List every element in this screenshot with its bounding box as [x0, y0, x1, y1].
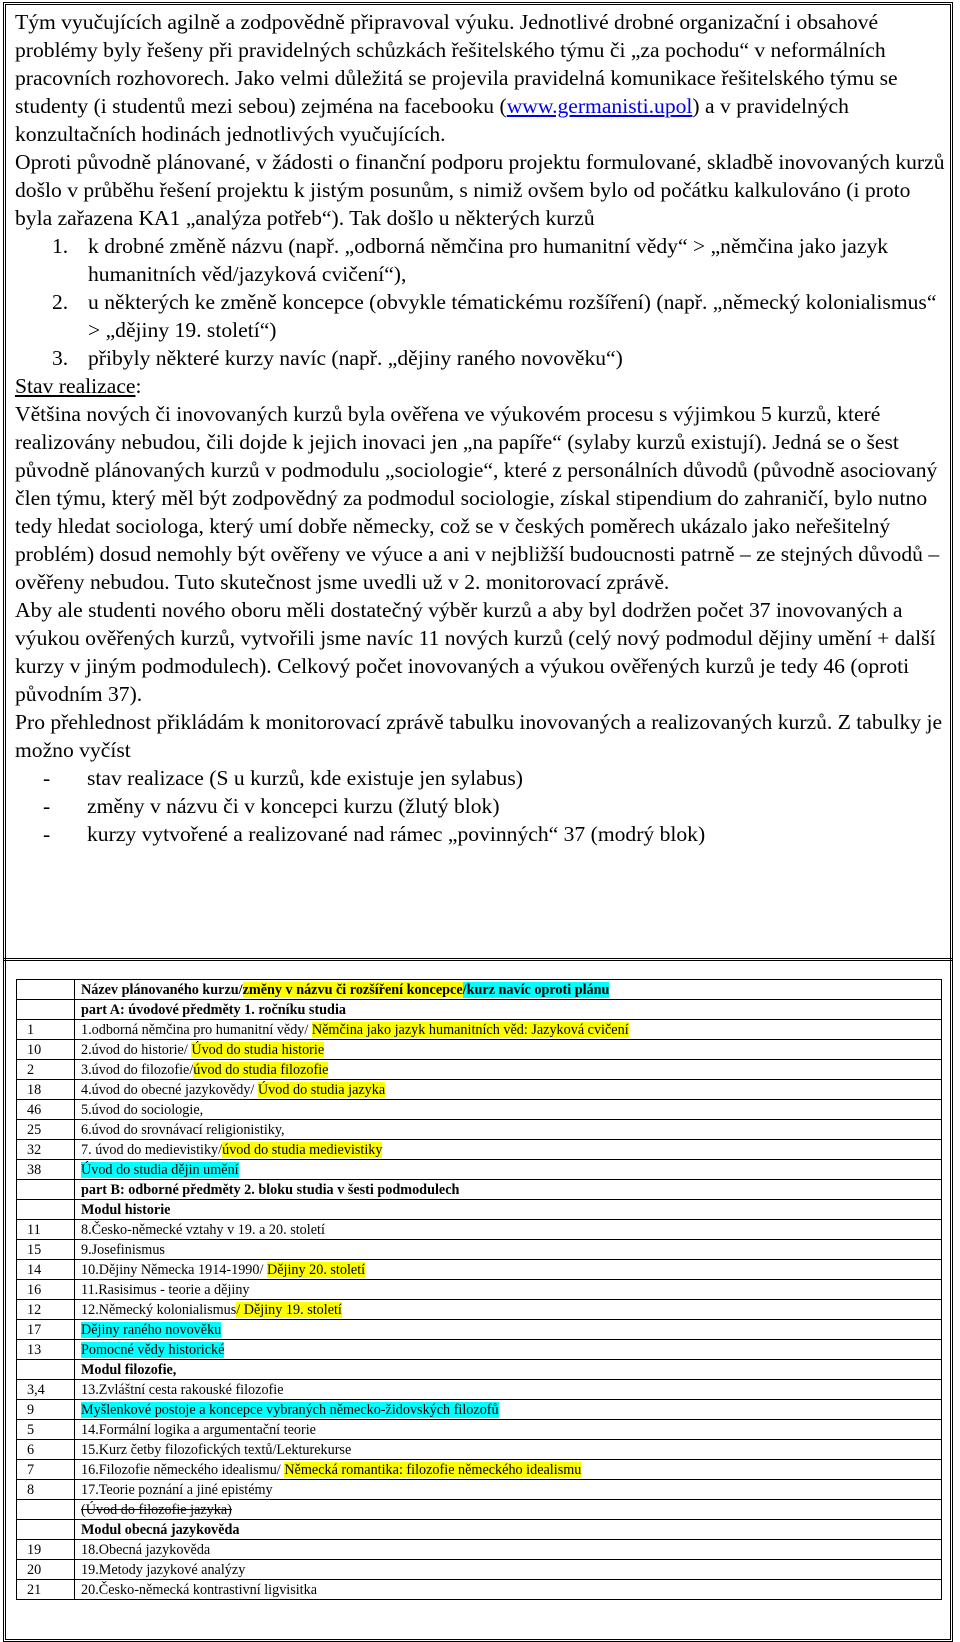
- list-number: 1.: [52, 234, 69, 258]
- table-cell-number: 17: [17, 1320, 75, 1340]
- status-heading: Stav realizace: [15, 374, 136, 398]
- table-cell-course: [75, 1300, 942, 1320]
- table-cell-course: [75, 1460, 942, 1480]
- table-row: [17, 1460, 942, 1480]
- table-row: [17, 1220, 942, 1240]
- table-cell-number: [17, 1500, 75, 1520]
- dash-list: [15, 764, 945, 848]
- table-row: [17, 1180, 942, 1200]
- course-text: Úvod do studia dějin umění: [81, 1162, 239, 1178]
- course-text: úvod do studia filozofie: [193, 1062, 329, 1078]
- table-cell-number: [17, 1360, 75, 1380]
- course-text: 20.Česko-německá kontrastivní ligvisitka: [81, 1582, 318, 1598]
- table-cell-number: 19: [17, 1540, 75, 1560]
- course-text: Úvod do studia jazyka: [257, 1082, 386, 1098]
- numbered-list: [15, 232, 945, 372]
- table-cell-course: [75, 1340, 942, 1360]
- course-text: Modul filozofie,: [81, 1362, 177, 1378]
- table-cell-number: 5: [17, 1420, 75, 1440]
- table-row: [17, 1560, 942, 1580]
- course-text: Pomocné vědy historické: [81, 1342, 225, 1358]
- table-row: [17, 1260, 942, 1280]
- list-text: kurzy vytvořené a realizované nad rámec „povinných“ 37 (modrý blok): [87, 822, 706, 846]
- table-cell-number: 38: [17, 1160, 75, 1180]
- table-row: [17, 1360, 942, 1380]
- course-text: 2.úvod do historie/: [81, 1042, 192, 1058]
- table-cell-number: [17, 1200, 75, 1220]
- course-text: 8.Česko-německé vztahy v 19. a 20. století: [81, 1222, 325, 1238]
- table-cell-number: 25: [17, 1120, 75, 1140]
- table-cell-number: [17, 980, 75, 1000]
- course-text: 19.Metody jazykové analýzy: [81, 1562, 246, 1578]
- course-text: 11.Rasisimus - teorie a dějiny: [81, 1282, 250, 1298]
- table-cell-number: 1: [17, 1020, 75, 1040]
- course-text: Dějiny raného novověku: [81, 1322, 222, 1338]
- table-cell-number: 10: [17, 1040, 75, 1060]
- course-text: Myšlenkové postoje a koncepce vybraných německo-židovských filozofů: [81, 1402, 499, 1418]
- table-cell-number: 6: [17, 1440, 75, 1460]
- header-slash: /: [462, 982, 467, 998]
- course-text: / Dějiny 19. století: [236, 1302, 342, 1318]
- course-text: 5.úvod do sociologie,: [81, 1102, 204, 1118]
- table-cell-course: [75, 1160, 942, 1180]
- course-text: Modul historie: [81, 1202, 171, 1218]
- list-item: [15, 288, 945, 344]
- table-cell-number: 21: [17, 1580, 75, 1600]
- table-cell-course: [75, 1020, 942, 1040]
- table-cell-number: [17, 1000, 75, 1020]
- list-number: 2.: [52, 290, 69, 314]
- table-cell-course: [75, 1080, 942, 1100]
- header-changes: změny v názvu či rozšíření koncepce: [242, 982, 463, 998]
- paragraph-teaching-end: ) a v pravidelných konzultačních hodinách jednotlivých vyučujících.: [15, 94, 849, 146]
- table-cell-number: 12: [17, 1300, 75, 1320]
- table-cell-number: [17, 1520, 75, 1540]
- table-row: [17, 1380, 942, 1400]
- table-cell-course: [75, 1260, 942, 1280]
- course-text: 7. úvod do medievistiky/: [81, 1142, 223, 1158]
- dash-mark: -: [43, 822, 51, 846]
- table-cell-course: [75, 1120, 942, 1140]
- list-item: [15, 792, 945, 820]
- table-row: [17, 1120, 942, 1140]
- table-cell-course: [75, 1540, 942, 1560]
- paragraph-table-intro: Pro přehlednost přikládám k monitorovací zprávě tabulku inovovaných a realizovaných kurzů. Z tabulky je možno vyčíst: [15, 710, 943, 762]
- table-cell-course: [75, 1060, 942, 1080]
- table-row: [17, 1420, 942, 1440]
- table-cell-course: [75, 1360, 942, 1380]
- report-text: [15, 8, 945, 848]
- table-cell-number: 14: [17, 1260, 75, 1280]
- course-text: úvod do studia medievistiky: [222, 1142, 383, 1158]
- table-cell-course: [75, 1000, 942, 1020]
- table-row: [17, 1500, 942, 1520]
- list-text: stav realizace (S u kurzů, kde existuje jen sylabus): [87, 766, 523, 790]
- course-text: 15.Kurz četby filozofických textů/Lekturekurse: [81, 1442, 352, 1458]
- course-text: Úvod do studia historie: [191, 1042, 325, 1058]
- table-cell-course: [75, 1380, 942, 1400]
- table-row: [17, 1340, 942, 1360]
- table-cell-course: [75, 1200, 942, 1220]
- table-row: [17, 1020, 942, 1040]
- course-text: 1.odborná němčina pro humanitní vědy/: [81, 1022, 312, 1038]
- paragraph-changes: Oproti původně plánované, v žádosti o finanční podporu projektu formulované, skladbě inovovaných kurzů došlo v průběhu řešení projektu k jistým posunům, s nimiž ovšem bylo od počátku kalkulováno (i proto byla zařazena KA1 „analýza potřeb“). Tak došlo u některých kurzů: [15, 150, 945, 230]
- table-row: [17, 1240, 942, 1260]
- dash-mark: -: [43, 794, 51, 818]
- course-text: Německá romantika: filozofie německého idealismu: [284, 1462, 582, 1478]
- table-cell-number: 46: [17, 1100, 75, 1120]
- course-text: 6.úvod do srovnávací religionistiky,: [81, 1122, 285, 1138]
- table-row: [17, 1060, 942, 1080]
- table-row: [17, 1300, 942, 1320]
- table-row: [17, 1540, 942, 1560]
- list-text: u některých ke změně koncepce (obvykle tématickému rozšíření) (např. „německý kolonialismus“ > „dějiny 19. století“): [88, 290, 937, 342]
- table-row: [17, 1200, 942, 1220]
- course-text: 16.Filozofie německého idealismu/: [81, 1462, 285, 1478]
- dash-mark: -: [43, 766, 51, 790]
- table-cell-course: [75, 1560, 942, 1580]
- course-text: (Úvod do filozofie jazyka): [81, 1502, 232, 1518]
- table-cell-number: 3,4: [17, 1380, 75, 1400]
- table-cell-course: [75, 1180, 942, 1200]
- list-item: [15, 344, 945, 372]
- status-heading-line: [15, 372, 945, 400]
- table-cell-course: [75, 1480, 942, 1500]
- course-text: Dějiny 20. století: [266, 1262, 366, 1278]
- table-cell-number: 18: [17, 1080, 75, 1100]
- table-cell-course: [75, 1140, 942, 1160]
- course-text: 13.Zvláštní cesta rakouské filozofie: [81, 1382, 284, 1398]
- paragraph-teaching: [15, 8, 945, 148]
- section-divider: [3, 958, 953, 963]
- header-planned: Název plánovaného kurzu/: [81, 982, 243, 998]
- table-row: [17, 1280, 942, 1300]
- table-row: [17, 1480, 942, 1500]
- list-item: [15, 820, 945, 848]
- table-cell-number: 16: [17, 1280, 75, 1300]
- table-header-cell: [75, 980, 942, 1000]
- table-cell-course: [75, 1520, 942, 1540]
- course-text: 17.Teorie poznání a jiné epistémy: [81, 1482, 273, 1498]
- table-cell-course: [75, 1240, 942, 1260]
- table-row: [17, 1100, 942, 1120]
- list-item: [15, 764, 945, 792]
- course-text: 3.úvod do filozofie/: [81, 1062, 194, 1078]
- table-cell-course: [75, 1220, 942, 1240]
- list-number: 3.: [52, 346, 69, 370]
- table-row: [17, 1140, 942, 1160]
- status-colon: :: [135, 374, 142, 398]
- course-text: part A: úvodové předměty 1. ročníku studia: [81, 1002, 346, 1018]
- course-table: [16, 979, 942, 1600]
- table-row: [17, 1440, 942, 1460]
- table-cell-number: 9: [17, 1400, 75, 1420]
- table-cell-course: [75, 1100, 942, 1120]
- table-row: [17, 1040, 942, 1060]
- course-table-body: [17, 980, 942, 1600]
- table-row: [17, 1080, 942, 1100]
- table-cell-course: [75, 1440, 942, 1460]
- course-text: 12.Německý kolonialismus: [81, 1302, 237, 1318]
- table-cell-number: 13: [17, 1340, 75, 1360]
- header-extra: kurz navíc oproti plánu: [466, 982, 610, 998]
- table-row: [17, 1400, 942, 1420]
- paragraph-teaching-start: Tým vyučujících agilně a zodpovědně připravoval výuku. Jednotlivé drobné organizační i obsahové problémy byly řešeny při pravidelných schůzkách řešitelského týmu či „za pochodu“ v neformálních pracovních rozhovorech. Jako velmi důležitá se projevila pravidelná komunikace řešitelského týmu se studenty (i studentů mezi sebou) zejména na facebooku (: [15, 10, 898, 118]
- table-cell-number: 15: [17, 1240, 75, 1260]
- course-text: 4.úvod do obecné jazykovědy/: [81, 1082, 258, 1098]
- table-cell-course: [75, 1420, 942, 1440]
- table-cell-course: [75, 1320, 942, 1340]
- table-cell-course: [75, 1280, 942, 1300]
- table-cell-course: [75, 1040, 942, 1060]
- course-text: 9.Josefinismus: [81, 1242, 165, 1258]
- course-text: Němčina jako jazyk humanitních věd: Jazyková cvičení: [311, 1022, 629, 1038]
- course-text: 14.Formální logika a argumentační teorie: [81, 1422, 316, 1438]
- table-cell-course: [75, 1500, 942, 1520]
- table-cell-number: 32: [17, 1140, 75, 1160]
- table-cell-number: 11: [17, 1220, 75, 1240]
- list-text: k drobné změně názvu (např. „odborná němčina pro humanitní vědy“ > „němčina jako jazyk humanitních věd/jazyková cvičení“),: [88, 234, 889, 286]
- course-text: Modul obecná jazykověda: [81, 1522, 240, 1538]
- table-row: [17, 1320, 942, 1340]
- paragraph-new-courses: Aby ale studenti nového oboru měli dostatečný výběr kurzů a aby byl dodržen počet 37 inovovaných a výukou ověřených kurzů, vytvořili jsme navíc 11 nových kurzů (celý nový podmodul dějiny umění + další kurzy v jiným podmodulech). Celkový počet inovovaných a výukou ověřených kurzů je tedy 46 (oproti původním 37).: [15, 598, 936, 706]
- table-row: [17, 1000, 942, 1020]
- table-header-row: [17, 980, 942, 1000]
- table-cell-number: [17, 1180, 75, 1200]
- paragraph-status: Většina nových či inovovaných kurzů byla ověřena ve výukovém procesu s výjimkou 5 kurzů, které realizovány nebudou, čili dojde k jejich inovaci jen „na papíře“ (sylaby kurzů existují). Jedná se o šest původně plánovaných kurzů v podmodulu „sociologie“, které z personálních důvodů (původně asociovaný člen týmu, který měl být zodpovědný za podmodul sociologie, získal stipendium do zahraničí, bylo nutno tedy hledat sociologa, který umí dobře německy, což se v českých poměrech ukázalo jako neřešitelný problém) dosud nemohly být ověřeny ve výuce a ani v nejbližší budoucnosti patrně – ze stejných důvodů – ověřeny nebudou. Tuto skutečnost jsme uvedli už v 2. monitorovací zprávě.: [15, 402, 940, 594]
- table-row: [17, 1160, 942, 1180]
- table-cell-number: 7: [17, 1460, 75, 1480]
- course-text: part B: odborné předměty 2. bloku studia v šesti podmodulech: [81, 1182, 460, 1198]
- table-cell-number: 20: [17, 1560, 75, 1580]
- course-text: 10.Dějiny Německa 1914-1990/: [81, 1262, 267, 1278]
- facebook-link[interactable]: www.germanisti.upol: [506, 94, 693, 118]
- course-text: 18.Obecná jazykověda: [81, 1542, 211, 1558]
- list-text: přibyly některé kurzy navíc (např. „dějiny raného novověku“): [88, 346, 623, 370]
- table-cell-number: 8: [17, 1480, 75, 1500]
- list-item: [15, 232, 945, 288]
- list-text: změny v názvu či v koncepci kurzu (žlutý blok): [87, 794, 500, 818]
- table-cell-number: 2: [17, 1060, 75, 1080]
- table-cell-course: [75, 1400, 942, 1420]
- table-row: [17, 1520, 942, 1540]
